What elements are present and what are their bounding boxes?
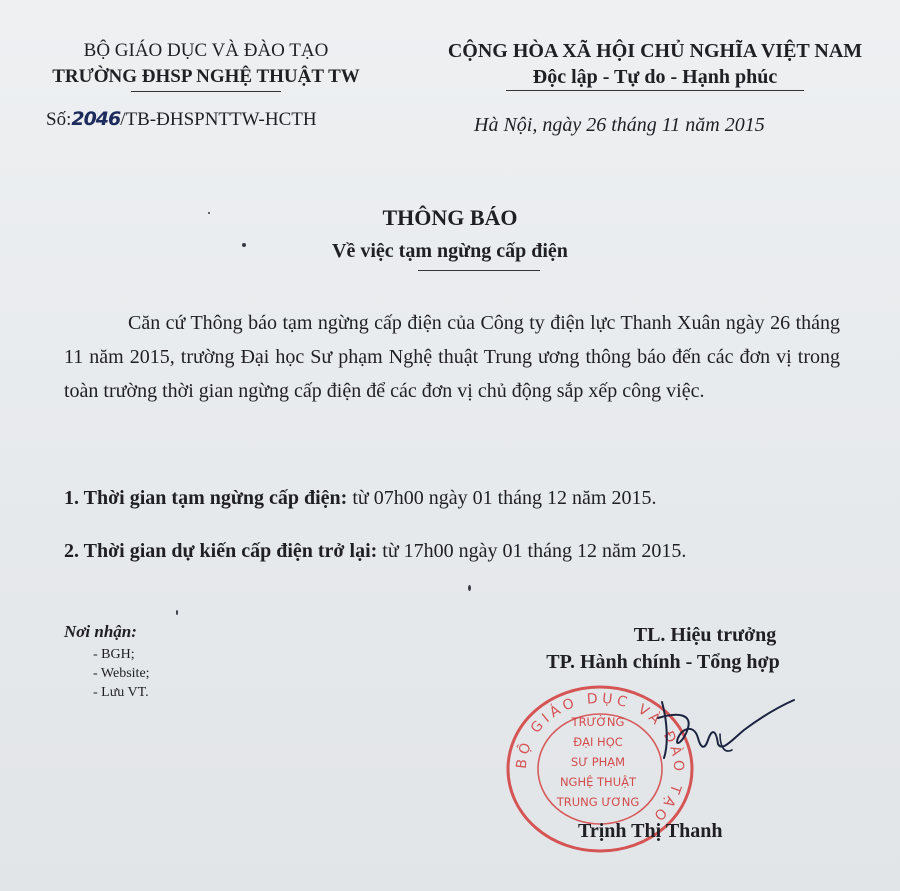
paper-speck [468,585,471,591]
body-text [64,306,840,408]
document-number [46,108,317,131]
country-name: CỘNG HÒA XÃ HỘI CHỦ NGHĨA VIỆT NAM [447,40,863,62]
notice-item-2 [64,540,686,563]
recipient-item: - BGH; [93,647,135,662]
stamp-line: ĐẠI HỌC [573,735,623,749]
signature-position: TP. Hành chính - Tổng hợp [546,651,780,673]
notice-item-2-value: từ 17h00 ngày 01 tháng 12 năm 2015. [377,540,687,562]
document-subtitle: Về việc tạm ngừng cấp điện [332,240,568,262]
issuer-underline [131,91,281,92]
recipient-item: - Website; [93,666,150,681]
stamp-line: SƯ PHẠM [570,755,626,769]
notice-item-1-value: từ 07h00 ngày 01 tháng 12 năm 2015. [347,487,657,509]
handwritten-signature [648,694,798,772]
document-number-handwritten: 2046 [71,108,121,130]
stamp-line: TRƯỜNG [571,715,625,729]
subtitle-underline [418,270,540,271]
stamp-line: NGHỆ THUẬT [559,775,637,789]
notice-item-2-label: 2. Thời gian dự kiến cấp điện trở lại: [64,540,378,562]
motto-underline [506,90,804,91]
issuer-header [20,38,392,92]
stamp-line: TRUNG ƯƠNG [556,795,640,809]
ministry-name: BỘ GIÁO DỤC VÀ ĐÀO TẠO [83,40,329,61]
document-number-prefix: Số: [46,109,72,130]
notice-item-1 [64,487,656,510]
national-motto: Độc lập - Tự do - Hạnh phúc [532,66,778,88]
document-title: THÔNG BÁO [382,205,518,230]
body-paragraph: Căn cứ Thông báo tạm ngừng cấp điện của Công ty điện lực Thanh Xuân ngày 26 tháng 11 năm 2015, trường Đại học Sư phạm Nghệ thuật Trung ương thông báo đến các đơn vị trong toàn trường thời gian ngừng cấp điện để các đơn vị chủ động sắp xếp công việc. [64,312,840,402]
recipient-item: - Lưu VT. [93,685,149,700]
paper-speck [208,212,210,214]
school-name: TRƯỜNG ĐHSP NGHỆ THUẬT TW [52,66,360,87]
stamp-ring-text: BỘ GIÁO DỤC VÀ ĐÀO TẠO [513,690,687,827]
recipients-list [93,645,150,702]
signature-authority: TL. Hiệu trưởng [633,624,777,646]
date-line: Hà Nội, ngày 26 tháng 11 năm 2015 [474,114,765,136]
paper-speck [242,243,246,247]
signer-name: Trịnh Thị Thanh [578,820,723,842]
paper-speck [176,610,178,615]
document-number-code: /TB-ĐHSPNTTW-HCTH [120,109,317,130]
recipients-title: Nơi nhận: [64,622,137,641]
notice-item-1-label: 1. Thời gian tạm ngừng cấp điện: [64,487,348,509]
national-header [412,38,898,91]
